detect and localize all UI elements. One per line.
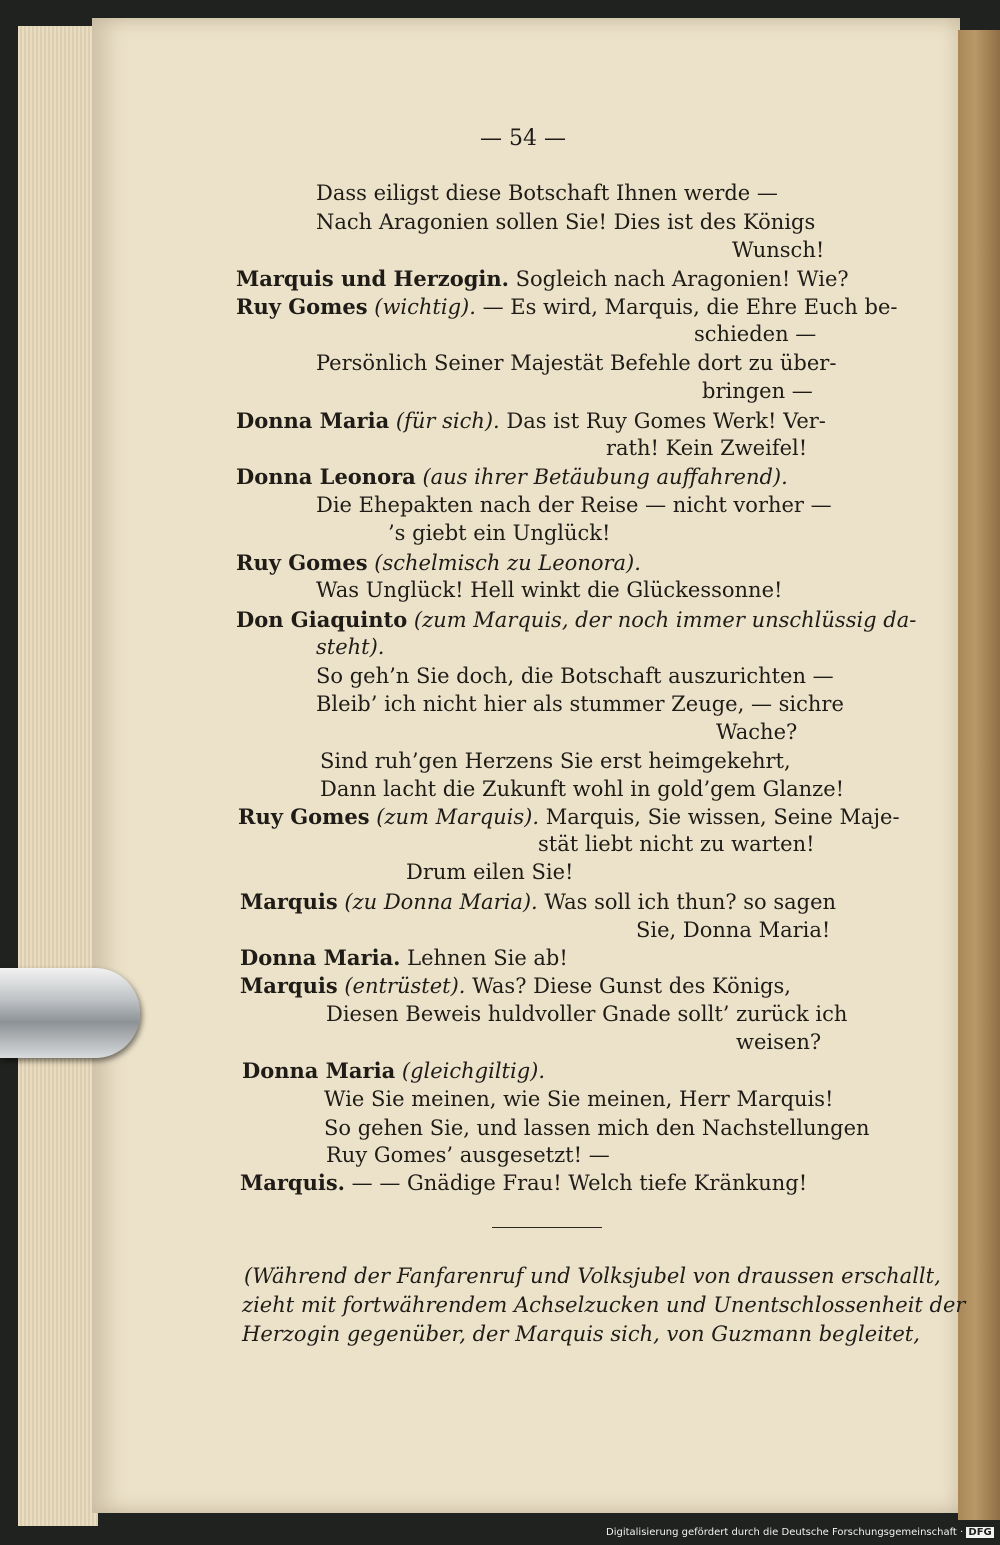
line-text: Bleib’ ich nicht hier als stummer Zeuge, — sichre (316, 692, 844, 716)
text-line (326, 1004, 847, 1025)
stage-direction: (schelmisch zu Leonora). (374, 551, 641, 575)
text-line (636, 920, 830, 941)
line-text: Ruy Gomes’ ausgesetzt! — (326, 1143, 610, 1167)
text-line (236, 296, 897, 318)
text-line (538, 834, 815, 855)
text-line (240, 1172, 807, 1194)
text-line (316, 666, 834, 687)
text-line (236, 466, 788, 488)
text-line (320, 751, 791, 772)
speaker-name: Donna Leonora (236, 464, 416, 489)
speaker-name: Ruy Gomes (236, 550, 368, 575)
line-text: Diesen Beweis huldvoller Gnade sollt’ zurück ich (326, 1002, 848, 1026)
line-text: Das ist Ruy Gomes Werk! Ver- (499, 409, 826, 433)
stage-direction: zieht mit fortwährendem Achselzucken und Unentschlossenheit der (242, 1293, 966, 1317)
page-stack-edge (18, 26, 98, 1526)
text-line (324, 1118, 870, 1139)
speaker-name: Marquis (240, 889, 338, 914)
text-line (316, 637, 384, 658)
text-line (236, 410, 826, 432)
text-line (238, 806, 900, 828)
footer-text: Digitalisierung gefördert durch die Deutsche Forschungsgemeinschaft · (606, 1527, 964, 1538)
speaker-name: Marquis und Herzogin. (236, 266, 509, 291)
text-line (236, 268, 849, 290)
funding-footer (606, 1527, 994, 1538)
dfg-logo: DFG (968, 1527, 992, 1538)
line-text: bringen — (702, 379, 813, 403)
text-line (240, 975, 791, 997)
speaker-name: Donna Maria (242, 1058, 396, 1083)
line-text: rath! Kein Zweifel! (606, 436, 808, 460)
text-line (236, 552, 641, 574)
line-text: Was? Diese Gunst des Königs, (465, 974, 791, 998)
speaker-name: Ruy Gomes (236, 294, 368, 319)
text-line (236, 609, 916, 631)
line-text: Die Ehepakten nach der Reise — nicht vorher — (316, 493, 832, 517)
line-text: Drum eilen Sie! (406, 860, 574, 884)
section-rule (492, 1227, 602, 1228)
text-line (732, 240, 824, 261)
line-text: Marquis, Sie wissen, Seine Maje- (539, 805, 900, 829)
text-line (240, 947, 568, 969)
line-text: Persönlich Seiner Majestät Befehle dort zu über- (316, 351, 837, 375)
speaker-name: Marquis. (240, 1170, 345, 1195)
text-line (316, 353, 836, 374)
line-text: Nach Aragonien sollen Sie! Dies ist des Königs (316, 210, 816, 234)
stage-direction: steht). (316, 635, 385, 659)
line-text: Sie, Donna Maria! (636, 918, 831, 942)
line-text: Wunsch! (732, 238, 825, 262)
line-text: Was soll ich thun? so sagen (537, 890, 837, 914)
stage-direction: (für sich). (395, 409, 500, 433)
line-text: Sogleich nach Aragonien! Wie? (508, 267, 849, 291)
text-line (326, 1145, 610, 1166)
text-line (244, 1266, 941, 1287)
line-text: So geh’n Sie doch, die Botschaft auszurichten — (316, 664, 834, 688)
text-line (316, 580, 782, 601)
line-text: Was Unglück! Hell winkt die Glückessonne! (316, 578, 783, 602)
line-text (407, 608, 414, 632)
page-clip (0, 968, 140, 1058)
speaker-name: Donna Maria. (240, 945, 401, 970)
speaker-name: Don Giaquinto (236, 607, 408, 632)
speaker-name: Marquis (240, 973, 338, 998)
page-number: — 54 — (480, 126, 566, 151)
text-line (406, 862, 573, 883)
line-text: schieden — (694, 322, 817, 346)
text-line (316, 495, 832, 516)
text-line (242, 1324, 920, 1345)
text-line (324, 1089, 833, 1110)
text-line (240, 891, 836, 913)
text-line (694, 324, 816, 345)
line-text: So gehen Sie, und lassen mich den Nachstellungen (324, 1116, 870, 1140)
text-line (716, 722, 797, 743)
line-text: ’s giebt ein Unglück! (388, 521, 611, 545)
line-text (395, 1059, 402, 1083)
line-text: Lehnen Sie ab! (400, 946, 568, 970)
stage-direction: (wichtig). (374, 295, 476, 319)
text-line (316, 694, 844, 715)
line-text: Dass eiligst diese Botschaft Ihnen werde — (316, 181, 778, 205)
stage-direction: (gleichgiltig). (401, 1059, 545, 1083)
text-line (702, 381, 813, 402)
line-text: Dann lacht die Zukunft wohl in gold’gem Glanze! (320, 777, 845, 801)
line-text: weisen? (736, 1030, 822, 1054)
stage-direction: (zum Marquis). (376, 805, 540, 829)
text-line (316, 212, 815, 233)
text-line (736, 1032, 821, 1053)
stage-direction: (Während der Fanfarenruf und Volksjubel von draussen erschallt, (244, 1264, 941, 1288)
stage-direction: (aus ihrer Betäubung auffahrend). (422, 465, 788, 489)
line-text: Wie Sie meinen, wie Sie meinen, Herr Marquis! (324, 1087, 834, 1111)
line-text (389, 409, 396, 433)
stage-direction: Herzogin gegenüber, der Marquis sich, von Guzmann begleitet, (242, 1322, 920, 1346)
text-line (242, 1060, 545, 1082)
text-line (320, 779, 844, 800)
stage-direction: (zum Marquis, der noch immer unschlüssig da- (413, 608, 917, 632)
speaker-name: Donna Maria (236, 408, 390, 433)
text-line (606, 438, 807, 459)
line-text: stät liebt nicht zu warten! (538, 832, 815, 856)
speaker-name: Ruy Gomes (238, 804, 370, 829)
text-line (242, 1295, 965, 1316)
line-text: Sind ruh’gen Herzens Sie erst heimgekehrt, (320, 749, 791, 773)
text-line (388, 523, 610, 544)
stage-direction: (entrüstet). (344, 974, 466, 998)
line-text: Wache? (716, 720, 798, 744)
line-text: — — Gnädige Frau! Welch tiefe Kränkung! (344, 1171, 808, 1195)
line-text: — Es wird, Marquis, die Ehre Euch be- (475, 295, 898, 319)
stage-direction: (zu Donna Maria). (344, 890, 538, 914)
text-line (316, 183, 778, 204)
